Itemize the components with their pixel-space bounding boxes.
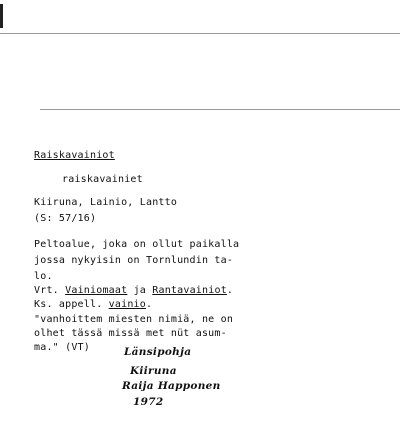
body-line-3: lo. [34,271,53,282]
quote-line-1: "vanhoittem miesten nimiä, ne on [34,314,234,325]
variant-form: raiskavainiet [62,174,143,185]
headword: Raiskavainiot [34,150,115,161]
body-line-2: jossa nykyisin on Tornlundin ta- [34,255,234,266]
vrt-word-2: Rantavainiot [152,285,227,296]
ks-line [34,299,152,311]
card-edge-mark [0,4,3,28]
reference: (S: 57/16) [34,213,97,224]
vrt-word-1: Vainiomaat [65,285,128,296]
ks-prefix: Ks. appell. [34,299,103,310]
vrt-end: . [226,285,234,296]
stamp-year: 1972 [133,396,164,408]
stamp-region: Länsipohja [124,346,192,358]
body-line-1: Peltoalue, joka on ollut paikalla [34,239,240,250]
card-top-rule [0,33,400,34]
ks-end: . [146,299,153,310]
vrt-mid: ja [133,285,147,296]
stamp-parish: Kiiruna [130,365,177,377]
ks-word: vainio [108,299,146,310]
quote-line-2: olhet tässä missä met nüt asum- [34,328,227,339]
vrt-line [34,285,233,297]
card-mid-rule [40,109,400,110]
place-line: Kiiruna, Lainio, Lantto [34,197,178,208]
vrt-prefix: Vrt. [34,285,59,296]
quote-line-3: ma." (VT) [34,342,90,353]
stamp-collector: Raija Happonen [122,380,221,392]
